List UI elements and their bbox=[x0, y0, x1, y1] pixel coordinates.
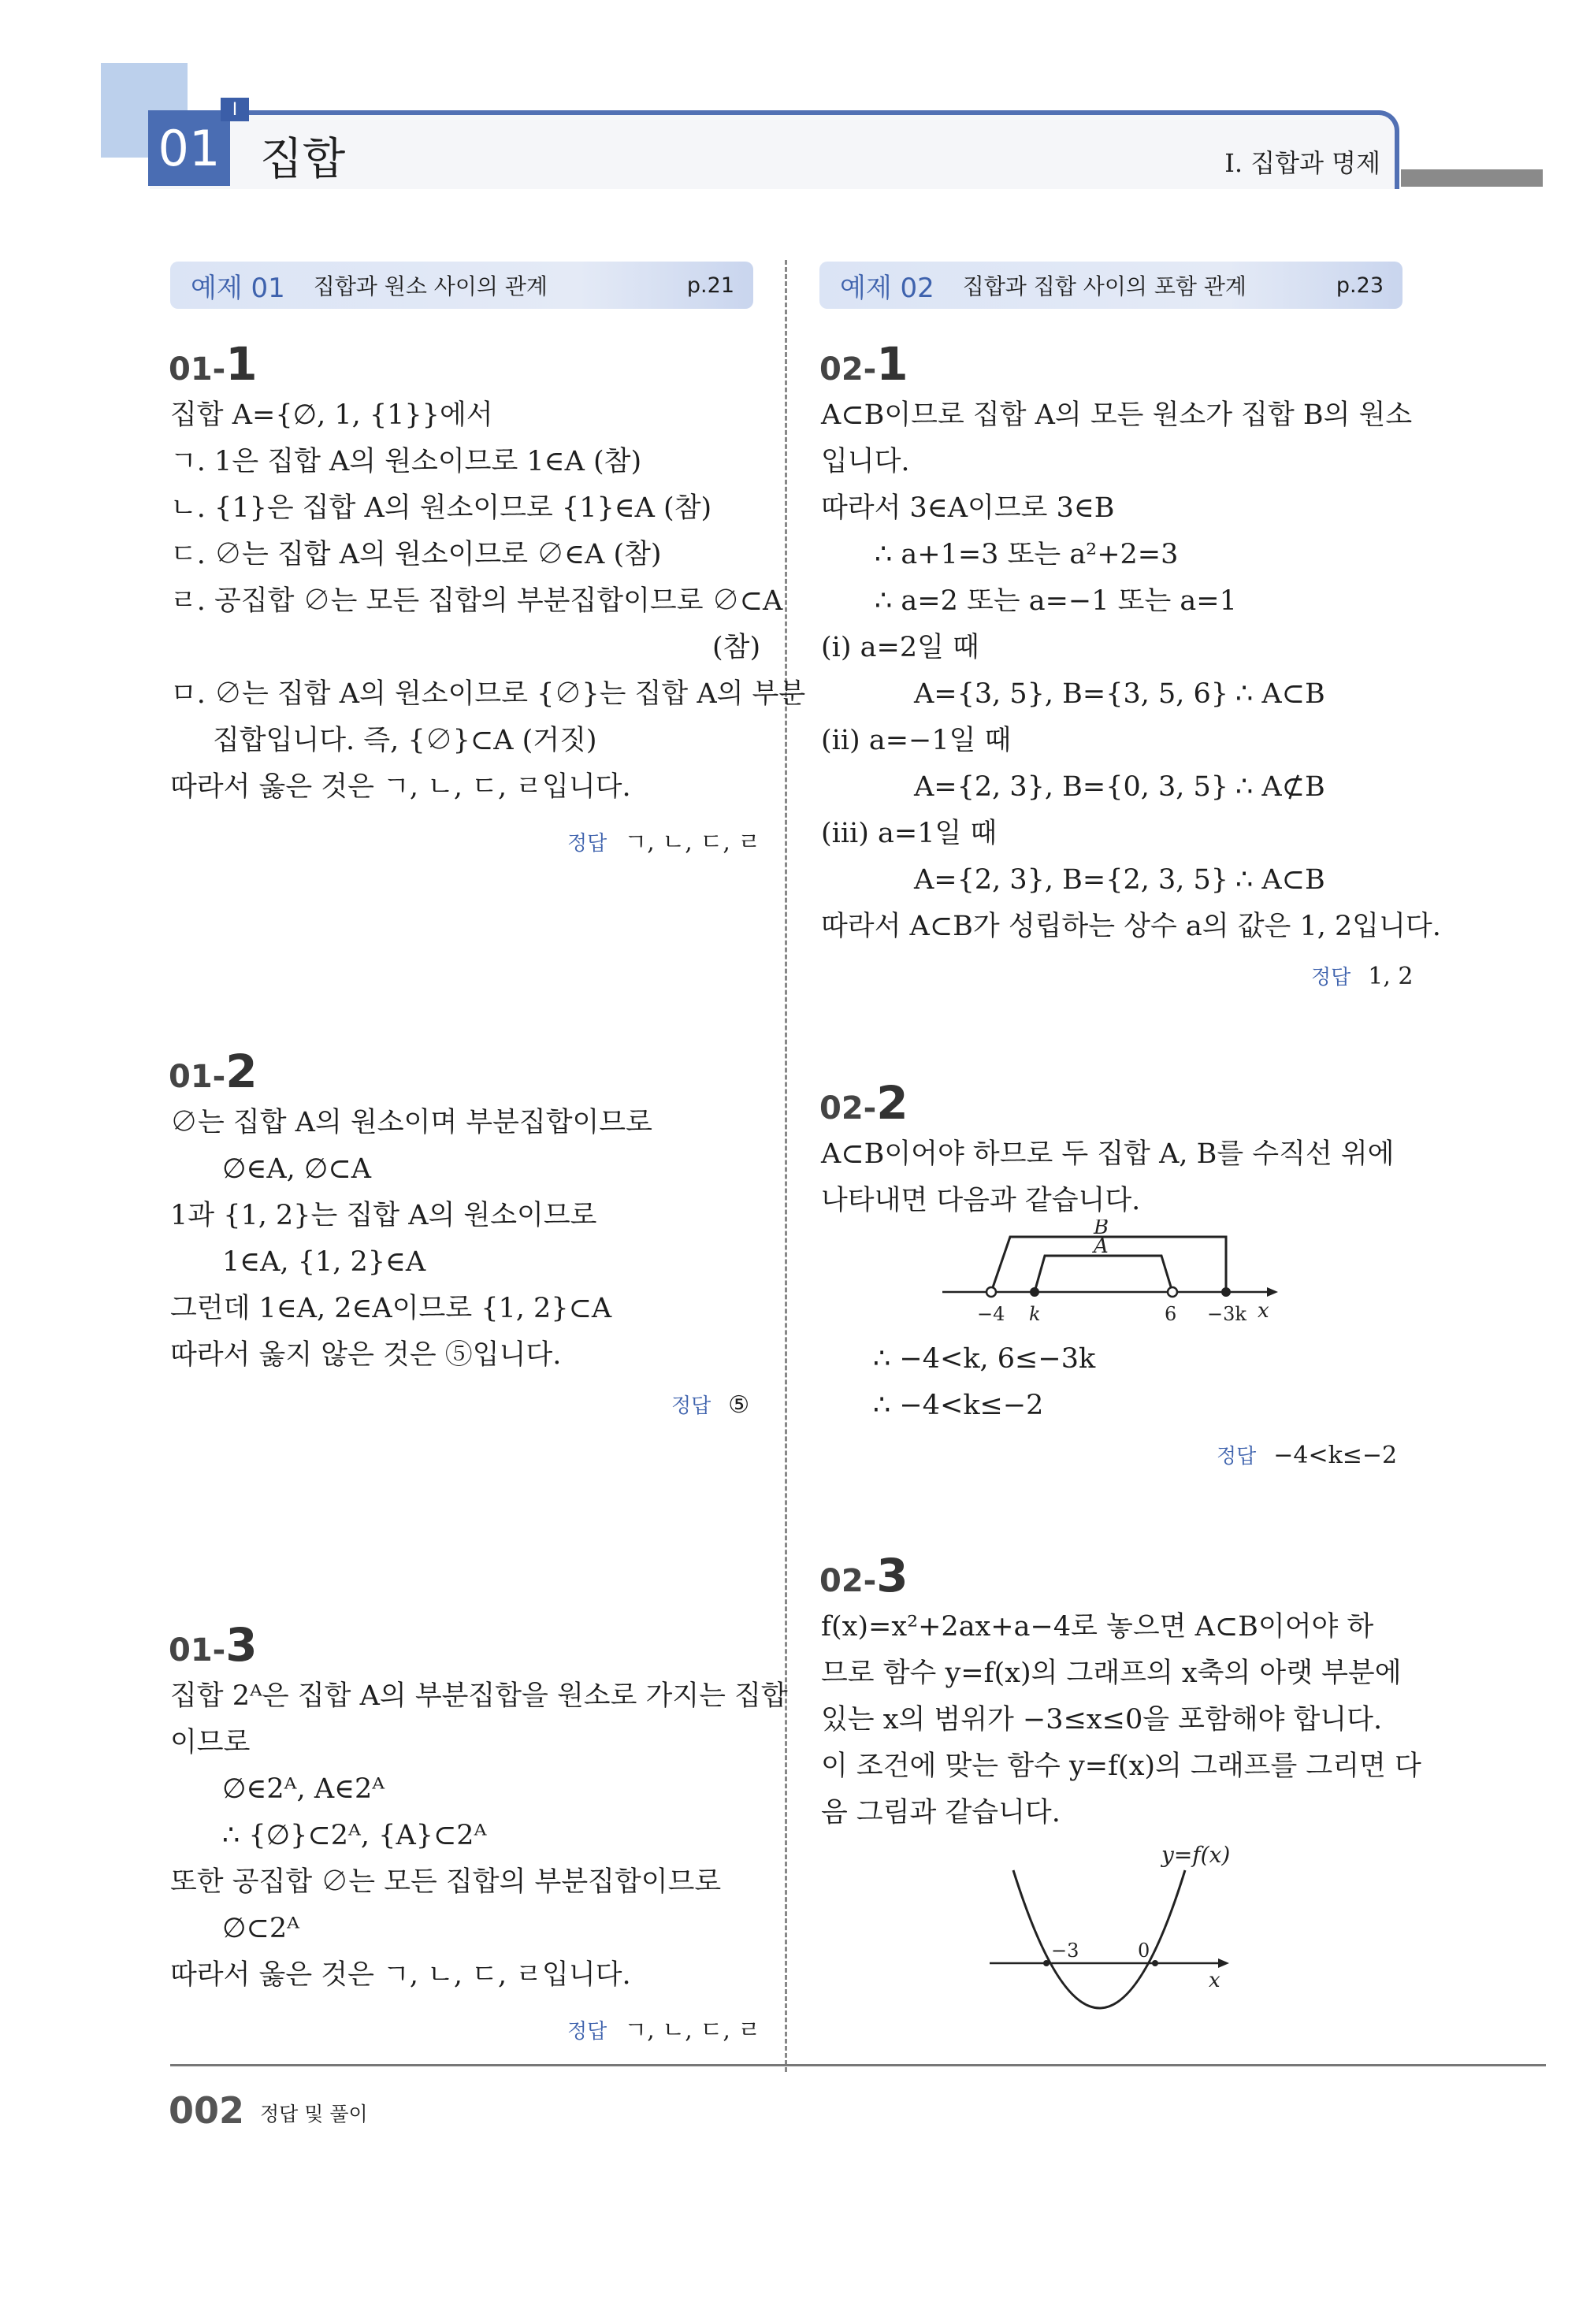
problem-number: 01-2 bbox=[169, 1045, 258, 1098]
footer-rule bbox=[170, 2064, 1546, 2066]
solution-line: 따라서 A⊂B가 성립하는 상수 a의 값은 1, 2입니다. bbox=[821, 911, 1441, 942]
answer: 정답 ⑤ bbox=[671, 1391, 750, 1419]
parabola-curve bbox=[1013, 1870, 1185, 2008]
example-tag: 예제 02 bbox=[840, 272, 934, 304]
x-axis-arrow bbox=[1218, 1958, 1229, 1968]
tick-6: 6 bbox=[1165, 1303, 1177, 1325]
example-page: p.23 bbox=[1336, 273, 1384, 298]
solution-line: 음 그림과 같습니다. bbox=[821, 1797, 1061, 1828]
chapter-tab: Ⅰ bbox=[221, 98, 249, 121]
solution-line: ㄴ. {1}은 집합 A의 원소이므로 {1}∈A (참) bbox=[170, 492, 712, 524]
solution-line: A={2, 3}, B={2, 3, 5} bbox=[914, 864, 1229, 896]
solution-line: ∅∈2ᴬ, A∈2ᴬ bbox=[222, 1773, 385, 1805]
solution-line: 또한 공집합 ∅는 모든 집합의 부분집합이므로 bbox=[170, 1866, 722, 1898]
chapter-title: 집합 bbox=[260, 134, 346, 185]
example-tag: 예제 01 bbox=[191, 272, 285, 304]
solution-line: ∅∈A, ∅⊂A bbox=[222, 1153, 372, 1185]
axis-label-x: x bbox=[1209, 1969, 1220, 1992]
solution-line: 집합입니다. 즉, {∅}⊂A (거짓) bbox=[213, 725, 597, 756]
solution-line: ∴ A⊂B bbox=[1235, 864, 1325, 896]
solution-line: 있는 x의 범위가 −3≤x≤0을 포함해야 합니다. bbox=[821, 1704, 1383, 1736]
example-title: 집합과 집합 사이의 포함 관계 bbox=[962, 273, 1246, 299]
solution-line: ㅁ. ∅는 집합 A의 원소이므로 {∅}는 집합 A의 부분 bbox=[170, 678, 806, 710]
answer: 정답 ㄱ, ㄴ, ㄷ, ㄹ bbox=[567, 2017, 761, 2044]
solution-line: (ⅱ) a=−1일 때 bbox=[821, 725, 1012, 756]
number-line-figure bbox=[942, 1220, 1289, 1330]
axis-label-x: x bbox=[1258, 1299, 1269, 1323]
tick-minus4: −4 bbox=[977, 1303, 1005, 1325]
open-point-minus4 bbox=[986, 1287, 996, 1297]
solution-line: ∅⊂2ᴬ bbox=[222, 1913, 299, 1944]
solution-line: A={2, 3}, B={0, 3, 5} bbox=[914, 771, 1229, 803]
tick-minus3k: −3k bbox=[1207, 1303, 1246, 1325]
solution-line: (참) bbox=[712, 632, 761, 663]
solution-line: 입니다. bbox=[821, 446, 910, 477]
parabola-figure bbox=[990, 1839, 1250, 2048]
answer: 정답 ㄱ, ㄴ, ㄷ, ㄹ bbox=[567, 829, 761, 856]
solution-line: 그런데 1∈A, 2∈A이므로 {1, 2}⊂A bbox=[170, 1293, 612, 1324]
problem-number: 02-1 bbox=[819, 337, 908, 391]
solution-line: A⊂B이어야 하므로 두 집합 A, B를 수직선 위에 bbox=[821, 1138, 1395, 1170]
closed-point-k bbox=[1030, 1287, 1039, 1297]
chapter-number: 01 bbox=[148, 110, 230, 186]
solution-line: ∴ a=2 또는 a=−1 또는 a=1 bbox=[875, 585, 1237, 617]
axis-arrow bbox=[1267, 1287, 1278, 1297]
solution-line: ∴ a+1=3 또는 a²+2=3 bbox=[875, 539, 1179, 570]
example-page: p.21 bbox=[686, 273, 734, 298]
root-point-0 bbox=[1152, 1960, 1158, 1966]
set-A-bracket bbox=[1035, 1256, 1172, 1292]
answer: 정답 1, 2 bbox=[1311, 963, 1414, 990]
solution-line: A={3, 5}, B={3, 5, 6} bbox=[914, 678, 1229, 710]
label-B: B bbox=[1094, 1220, 1109, 1239]
solution-line: ㄷ. ∅는 집합 A의 원소이므로 ∅∈A (참) bbox=[170, 539, 662, 570]
solution-line: ∴ {∅}⊂2ᴬ, {A}⊂2ᴬ bbox=[222, 1820, 487, 1851]
solution-line: 므로 함수 y=f(x)의 그래프의 x축의 아랫 부분에 bbox=[821, 1658, 1402, 1689]
problem-number: 02-3 bbox=[819, 1549, 908, 1602]
curve-label: y=f(x) bbox=[1161, 1842, 1231, 1868]
header-gray-bar bbox=[1401, 169, 1543, 187]
problem-number: 02-2 bbox=[819, 1076, 908, 1130]
footer-text: 정답 및 풀이 bbox=[260, 2103, 368, 2125]
solution-line: 이 조건에 맞는 함수 y=f(x)의 그래프를 그리면 다 bbox=[821, 1750, 1421, 1782]
solution-line: (ⅲ) a=1일 때 bbox=[821, 818, 998, 849]
solution-line: 집합 2ᴬ은 집합 A의 부분집합을 원소로 가지는 집합 bbox=[170, 1680, 788, 1712]
solution-line: 따라서 옳은 것은 ㄱ, ㄴ, ㄷ, ㄹ입니다. bbox=[170, 771, 631, 803]
problem-number: 01-3 bbox=[169, 1618, 258, 1672]
solution-line: 집합 A={∅, 1, {1}}에서 bbox=[170, 399, 493, 431]
example-bar-right bbox=[819, 262, 1403, 309]
answer: 정답 −4<k≤−2 bbox=[1217, 1442, 1398, 1469]
solution-line: A⊂B이므로 집합 A의 모든 원소가 집합 B의 원소 bbox=[821, 399, 1413, 431]
tick-0: 0 bbox=[1138, 1940, 1150, 1962]
example-title: 집합과 원소 사이의 관계 bbox=[313, 273, 548, 299]
solution-line: 1과 {1, 2}는 집합 A의 원소이므로 bbox=[170, 1200, 597, 1231]
solution-line: ∅는 집합 A의 원소이며 부분집합이므로 bbox=[170, 1107, 652, 1138]
root-point-minus3 bbox=[1043, 1960, 1050, 1966]
solution-line: 따라서 옳은 것은 ㄱ, ㄴ, ㄷ, ㄹ입니다. bbox=[170, 1959, 631, 1991]
solution-line: f(x)=x²+2ax+a−4로 놓으면 A⊂B이어야 하 bbox=[821, 1611, 1374, 1643]
solution-line: 따라서 3∈A이므로 3∈B bbox=[821, 492, 1115, 524]
example-bar-left bbox=[170, 262, 753, 309]
solution-line: ∴ −4<k≤−2 bbox=[873, 1390, 1044, 1421]
open-point-6 bbox=[1168, 1287, 1177, 1297]
solution-line: ∴ A⊄B bbox=[1235, 771, 1325, 803]
solution-line: 따라서 옳지 않은 것은 ⑤입니다. bbox=[170, 1339, 562, 1371]
solution-line: 이므로 bbox=[170, 1727, 251, 1758]
page-number: 002 bbox=[169, 2089, 245, 2132]
column-divider bbox=[785, 260, 787, 2072]
solution-line: ∴ −4<k, 6≤−3k bbox=[873, 1343, 1096, 1375]
solution-line: 나타내면 다음과 같습니다. bbox=[821, 1185, 1141, 1216]
tick-k: k bbox=[1029, 1303, 1041, 1325]
solution-line: ㄱ. 1은 집합 A의 원소이므로 1∈A (참) bbox=[170, 446, 642, 477]
solution-line: 1∈A, {1, 2}∈A bbox=[222, 1246, 426, 1278]
solution-line: ∴ A⊂B bbox=[1235, 678, 1325, 710]
set-B-bracket bbox=[991, 1237, 1226, 1292]
closed-point-minus3k bbox=[1221, 1287, 1231, 1297]
problem-number: 01-1 bbox=[169, 337, 258, 391]
label-A: A bbox=[1094, 1234, 1109, 1258]
tick-minus3: −3 bbox=[1051, 1940, 1079, 1962]
part-title: Ⅰ. 집합과 명제 bbox=[1224, 148, 1380, 178]
solution-line: ㄹ. 공집합 ∅는 모든 집합의 부분집합이므로 ∅⊂A bbox=[170, 585, 783, 617]
solution-line: (ⅰ) a=2일 때 bbox=[821, 632, 979, 663]
